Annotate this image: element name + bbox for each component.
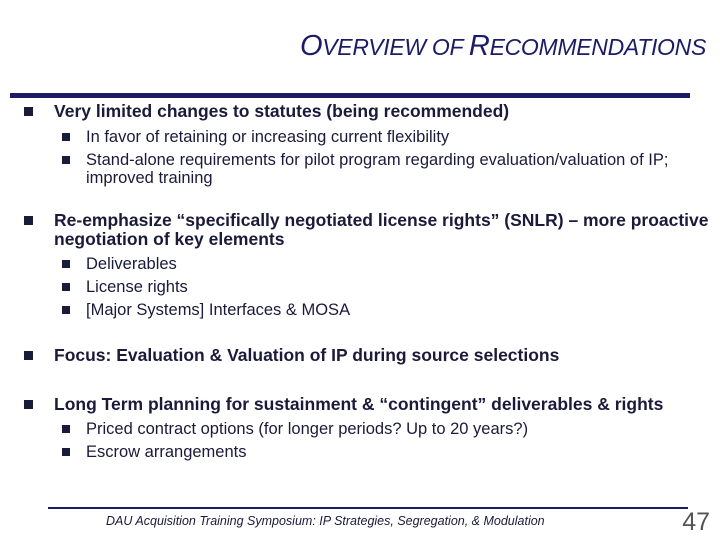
title-part: VERVIEW — [322, 34, 432, 60]
title-part: R — [468, 30, 490, 62]
title-part: ECOMMENDATIONS — [489, 34, 706, 60]
footer-divider — [48, 507, 688, 509]
square-bullet-icon — [62, 425, 70, 433]
bullet-level1 — [24, 346, 714, 365]
bullet-text: Focus: Evaluation & Valuation of IP during source selections — [54, 345, 560, 365]
square-bullet-icon — [24, 216, 33, 225]
sub-bullet-text: Stand-alone requirements for pilot program regarding evaluation/valuation of IP; improved training — [86, 151, 669, 187]
bullet-item — [24, 102, 714, 187]
square-bullet-icon — [62, 283, 70, 291]
sub-bullet — [62, 128, 714, 146]
square-bullet-icon — [62, 306, 70, 314]
sub-bullet — [62, 255, 714, 273]
square-bullet-icon — [62, 260, 70, 268]
square-bullet-icon — [24, 351, 33, 360]
slide-title — [300, 30, 706, 63]
square-bullet-icon — [62, 156, 70, 164]
bullet-item — [24, 346, 714, 365]
bullet-text: Long Term planning for sustainment & “contingent” deliverables & rights — [54, 394, 664, 414]
bullet-level1 — [24, 102, 714, 121]
sub-bullet-text: Deliverables — [86, 255, 177, 273]
sub-bullet — [62, 301, 714, 319]
sub-bullet — [62, 151, 714, 187]
bullet-item — [24, 211, 714, 319]
sub-bullet — [62, 420, 714, 438]
sub-bullet-text: In favor of retaining or increasing current flexibility — [86, 128, 450, 146]
square-bullet-icon — [24, 107, 33, 116]
sub-bullet — [62, 443, 714, 461]
square-bullet-icon — [62, 133, 70, 141]
sub-bullet-text: License rights — [86, 278, 188, 296]
footer-text: DAU Acquisition Training Symposium: IP Strategies, Segregation, & Modulation — [106, 514, 545, 528]
bullet-level1 — [24, 395, 714, 414]
sub-bullet-text: Priced contract options (for longer periods? Up to 20 years?) — [86, 420, 529, 438]
title-divider — [10, 93, 690, 98]
sub-bullet-text: [Major Systems] Interfaces & MOSA — [86, 301, 351, 319]
bullet-text: Very limited changes to statutes (being recommended) — [54, 101, 510, 121]
square-bullet-icon — [24, 400, 33, 409]
bullet-level1 — [24, 211, 714, 249]
sub-bullet-text: Escrow arrangements — [86, 443, 247, 461]
sub-bullet — [62, 278, 714, 296]
square-bullet-icon — [62, 448, 70, 456]
title-part: OF — [431, 34, 469, 60]
page-number: 47 — [682, 508, 710, 536]
bullet-item — [24, 395, 714, 461]
title-part: O — [299, 30, 323, 62]
bullet-list — [24, 102, 714, 461]
bullet-text: Re-emphasize “specifically negotiated license rights” (SNLR) – more proactive negotiation of key elements — [54, 210, 709, 249]
